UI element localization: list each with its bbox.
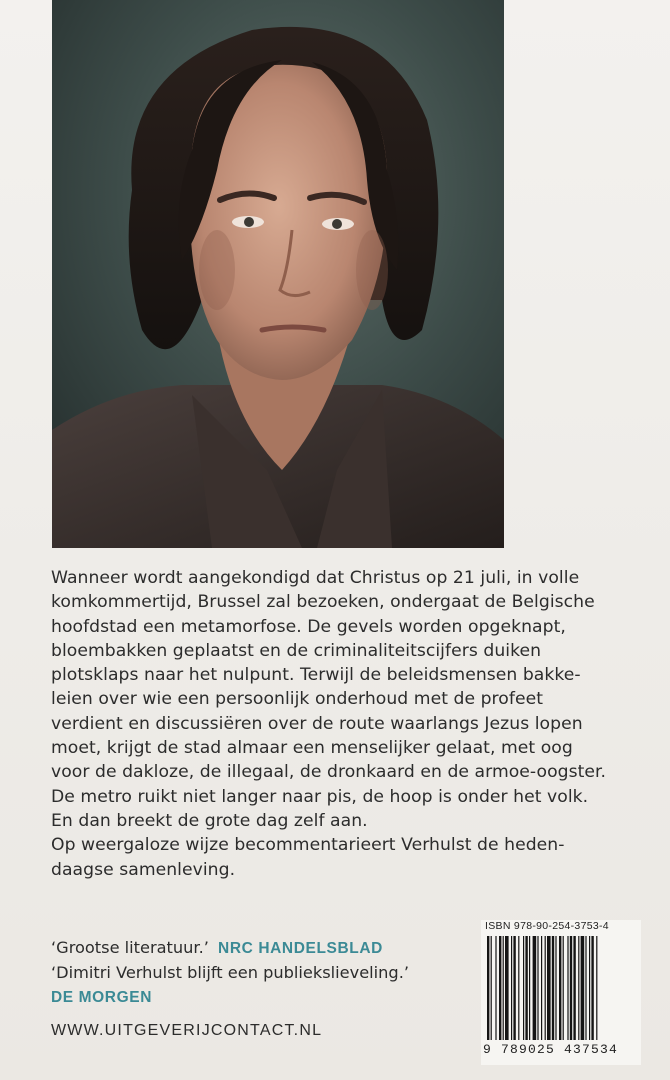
barcode-bar [591, 936, 593, 1040]
barcode-bar [505, 936, 509, 1040]
barcode-bar [523, 936, 524, 1040]
barcode-bar [589, 936, 590, 1040]
blurb-line: daagse samenleving. [51, 859, 236, 880]
barcode-bar [555, 936, 556, 1040]
barcode-bar [559, 936, 561, 1040]
blurb-line: Op weergaloze wijze becommentarieert Verhulst de heden- [51, 835, 565, 856]
barcode-bar [567, 936, 568, 1040]
barcode-bar [578, 936, 579, 1040]
barcode-bar [499, 936, 501, 1040]
blurb-line: plotsklaps naar het nulpunt. Terwijl de beleidsmensen bakke- [51, 665, 581, 686]
blurb-line: De metro ruikt niet langer naar pis, de hoop is onder het volk. [51, 786, 589, 807]
barcode-bar [552, 936, 554, 1040]
barcode-bar [495, 936, 496, 1040]
barcode-bar [511, 936, 512, 1040]
author-portrait [52, 0, 504, 548]
blurb-line: moet, krijgt de stad almaar een menselijker gelaat, met oog [51, 738, 573, 759]
barcode-bar [545, 936, 546, 1040]
blurb-line: hoofdstad een metamorfose. De gevels worden opgeknapt, [51, 616, 566, 637]
quote-source: NRC HANDELSBLAD [218, 940, 383, 957]
blurb-line: bloembakken geplaatst en de criminaliteitscijfers duiken [51, 640, 542, 661]
barcode-bar [581, 936, 585, 1040]
isbn-barcode [481, 920, 641, 1065]
press-quotes [51, 936, 491, 1010]
publisher-website: WWW.UITGEVERIJCONTACT.NL [51, 1022, 323, 1039]
barcode-bar [513, 936, 515, 1040]
barcode-bar [533, 936, 537, 1040]
barcode-bar [541, 936, 542, 1040]
isbn-label: ISBN 978-90-254-3753-4 [485, 920, 609, 932]
barcode-bar [487, 936, 489, 1040]
blurb-text [51, 566, 636, 882]
blurb-line: voor de dakloze, de illegaal, de dronkaard en de armoe-oogster. [51, 762, 607, 783]
ean-digits: 9 789025 437534 [483, 1042, 619, 1057]
blurb-line: verdient en discussiëren over de route waarlangs Jezus lopen [51, 713, 583, 734]
barcode-bars [485, 936, 637, 1040]
barcode-bar [518, 936, 519, 1040]
barcode-bar [547, 936, 551, 1040]
barcode-bar [529, 936, 530, 1040]
blurb-line: En dan breekt de grote dag zelf aan. [51, 810, 368, 831]
barcode-bar [491, 936, 492, 1040]
blurb-line: Wanneer wordt aangekondigd dat Christus op 21 juli, in volle [51, 568, 580, 588]
barcode-bar [596, 936, 597, 1040]
barcode-bar [570, 936, 572, 1040]
barcode-bar [573, 936, 575, 1040]
press-quote-source-row [51, 985, 491, 1010]
press-quote [51, 936, 491, 961]
barcode-bar [537, 936, 538, 1040]
quote-text: ‘Grootse literatuur.’ [51, 938, 209, 957]
barcode-bar [563, 936, 564, 1040]
barcode-bar [585, 936, 586, 1040]
blurb-line: komkommertijd, Brussel zal bezoeken, ondergaat de Belgische [51, 592, 595, 613]
barcode-bar [503, 936, 504, 1040]
quote-source: DE MORGEN [51, 989, 152, 1006]
press-quote [51, 961, 491, 985]
barcode-bar [525, 936, 527, 1040]
quote-text: ‘Dimitri Verhulst blijft een publiekslieveling.’ [51, 963, 409, 982]
blurb-line: leien over wie een persoonlijk onderhoud met de profeet [51, 689, 543, 710]
